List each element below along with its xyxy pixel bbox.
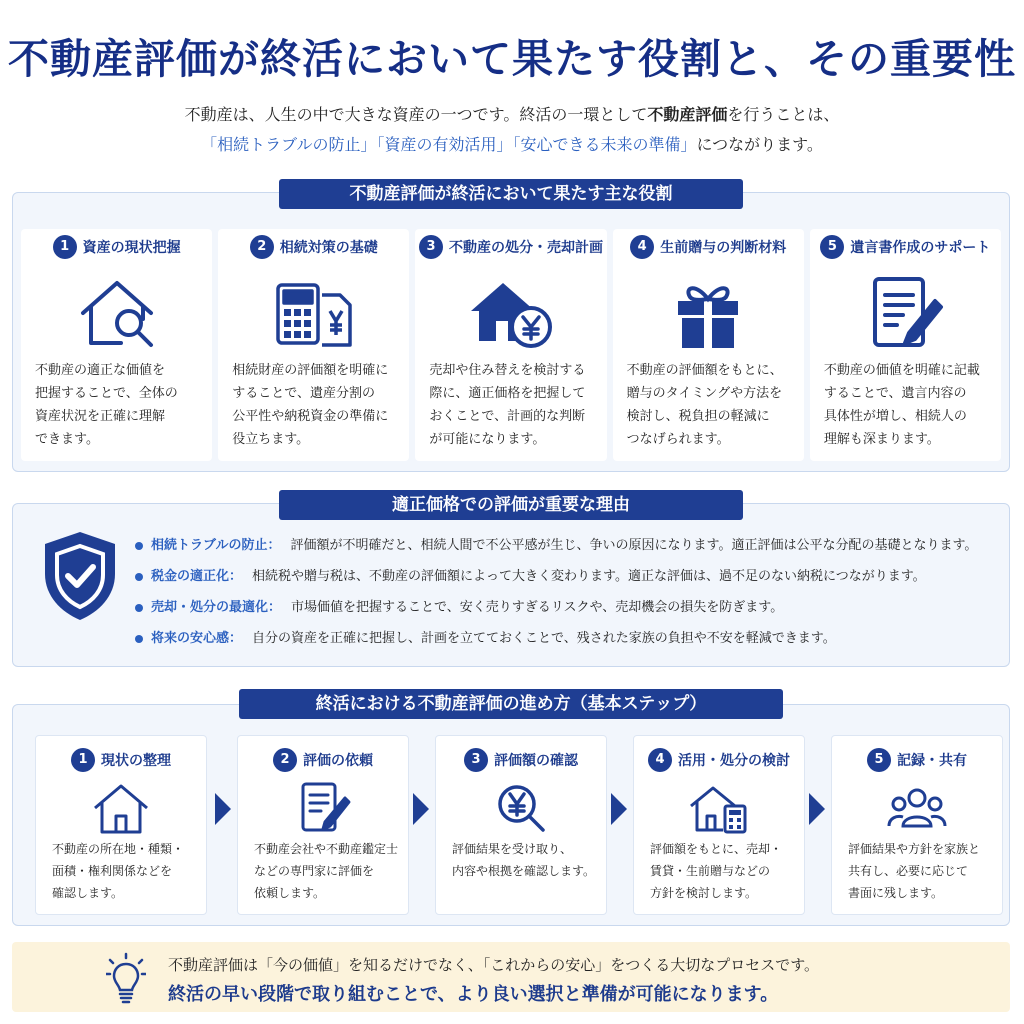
house-magnifier-icon [75,271,159,355]
role-title: 不動産の処分・売却計画 [449,240,603,256]
role-text-line: 際に、適正価格を把握して [429,386,586,401]
arrow-right-icon [809,793,825,825]
step-number: 4 [630,235,654,259]
footer-line2: 終活の早い段階で取り組むことで、より良い選択と準備が可能になります。 [168,984,779,1005]
role-card [810,229,1001,461]
intro-text [0,100,1024,160]
reason-text: 相続税や贈与税は、不動産の評価額によって大きく変わります。適正な評価は、過不足のない納税につながります。 [252,569,926,584]
role-card [218,229,409,461]
step-card [35,735,207,915]
step-text-line: 評価結果や方針を家族と [848,842,981,856]
intro-highlight: 「相続トラブルの防止」「資産の有効活用」「安心できる未来の準備」 [201,135,697,154]
role-title: 生前贈与の判断材料 [660,240,787,256]
role-text-line: おくことで、計画的な判断 [429,409,586,424]
house-yen-coin-icon [469,271,553,355]
reason-item [135,623,1001,654]
role-text-line: 相続財産の評価額を明確に [232,363,389,378]
step-number: 2 [273,748,297,772]
footer-line1: 不動産評価は「今の価値」を知るだけでなく、「これからの安心」をつくる大切なプロセスです。 [168,956,820,974]
role-card [415,229,606,461]
step-text-line: 不動産の所在地・種類・ [52,842,185,856]
steps-banner: 終活における不動産評価の進め方（基本ステップ） [239,689,783,719]
page-title: 不動産評価が終活において果たす役割と、その重要性 [8,35,1016,83]
step-title: 活用・処分の検討 [678,753,790,769]
arrow-right-icon [215,793,231,825]
step-text-line: 面積・権利関係などを [52,864,173,878]
step-text-line: 不動産会社や不動産鑑定士 [254,842,399,856]
role-text-line: 具体性が増し、相続人の [823,409,967,424]
role-text-line: 理解も深まります。 [823,432,940,447]
role-text-line: 公平性や納税資金の準備に [232,409,389,424]
role-text-line: 不動産の評価額をもとに、 [626,363,783,378]
step-number: 2 [250,235,274,259]
step-text-line: 共有し、必要に応じて [848,864,969,878]
reason-text: 自分の資産を正確に把握し、計画を立てておくことで、残された家族の負担や不安を軽減できます。 [252,631,836,646]
steps-section [12,694,1010,926]
role-title: 相続対策の基礎 [279,240,378,256]
footer-note [12,942,1010,1012]
calculator-yen-document-icon [272,271,356,355]
shield-check-icon [41,530,119,622]
reason-label: 相続トラブルの防止： [151,538,281,553]
reasons-section [12,495,1010,667]
people-group-icon [887,780,947,836]
role-text-line: 不動産の適正な価値を [35,363,166,378]
role-card [613,229,804,461]
step-card [435,735,607,915]
step-number: 3 [419,235,443,259]
step-text-line: 確認します。 [52,886,124,900]
reason-item [135,592,1001,623]
intro-line1-end: を行うことは、 [727,105,840,124]
role-text-line: が可能になります。 [429,432,546,447]
step-number: 4 [648,748,672,772]
step-text-line: 依頼します。 [254,886,326,900]
step-text-line: などの専門家に評価を [254,864,375,878]
role-title: 遺言書作成のサポート [850,240,991,256]
step-number: 5 [820,235,844,259]
step-text-line: 評価結果を受け取り、 [452,842,573,856]
reason-item [135,561,1001,592]
step-number: 1 [71,748,95,772]
roles-section [12,184,1010,472]
house-icon [91,780,151,836]
intro-line1-bold: 不動産評価 [647,105,728,124]
role-text-line: することで、遺言内容の [823,386,967,401]
step-title: 評価の依頼 [303,753,373,769]
arrow-right-icon [413,793,429,825]
step-text-line: 内容や根拠を確認します。 [452,864,596,878]
reason-label: 将来の安心感： [151,631,243,646]
lightbulb-icon [106,952,146,1004]
step-title: 評価額の確認 [494,753,578,769]
role-text-line: 売却や住み替えを検討する [429,363,586,378]
reason-label: 税金の適正化： [151,569,243,584]
step-title: 現状の整理 [101,753,171,769]
role-title: 資産の現状把握 [82,240,181,256]
reason-label: 売却・処分の最適化： [151,600,282,615]
step-number: 1 [53,235,77,259]
step-number: 3 [464,748,488,772]
role-text-line: できます。 [35,432,99,447]
role-text-line: 贈与のタイミングや方法を [626,386,783,401]
reason-text: 評価額が不明確だと、相続人間で不公平感が生じ、争いの原因になります。適正評価は公平な分配の基礎となります。 [290,538,978,553]
intro-line2-end: につながります。 [696,135,823,154]
step-card [633,735,805,915]
step-text-line: 書面に残します。 [848,886,944,900]
role-text-line: 把握することで、全体の [35,386,178,401]
reason-item [135,530,1001,561]
roles-banner: 不動産評価が終活において果たす主な役割 [279,179,743,209]
step-text-line: 賃貸・生前贈与などの [650,864,771,878]
step-card [831,735,1003,915]
gift-box-icon [666,271,750,355]
reasons-banner: 適正価格での評価が重要な理由 [279,490,743,520]
step-number: 5 [867,748,891,772]
step-card [237,735,409,915]
reason-text: 市場価値を把握することで、安く売りすぎるリスクや、売却機会の損失を防ぎます。 [291,600,784,615]
document-pen-icon [293,780,353,836]
document-pen-icon [863,271,947,355]
role-text-line: つなげられます。 [626,432,730,447]
role-text-line: することで、遺産分割の [232,386,375,401]
role-text-line: 検討し、税負担の軽減に [626,409,770,424]
step-text-line: 方針を検討します。 [650,886,758,900]
role-text-line: 役立ちます。 [232,432,310,447]
arrow-right-icon [611,793,627,825]
yen-magnifier-icon [491,780,551,836]
role-card [21,229,212,461]
step-title: 記録・共有 [897,753,967,769]
step-text-line: 評価額をもとに、売却・ [650,842,783,856]
intro-line1-start: 不動産は、人生の中で大きな資産の一つです。終活の一環として [184,105,648,124]
role-text-line: 資産状況を正確に理解 [35,409,166,424]
house-calculator-icon [689,780,749,836]
role-text-line: 不動産の価値を明確に記載 [823,363,980,378]
